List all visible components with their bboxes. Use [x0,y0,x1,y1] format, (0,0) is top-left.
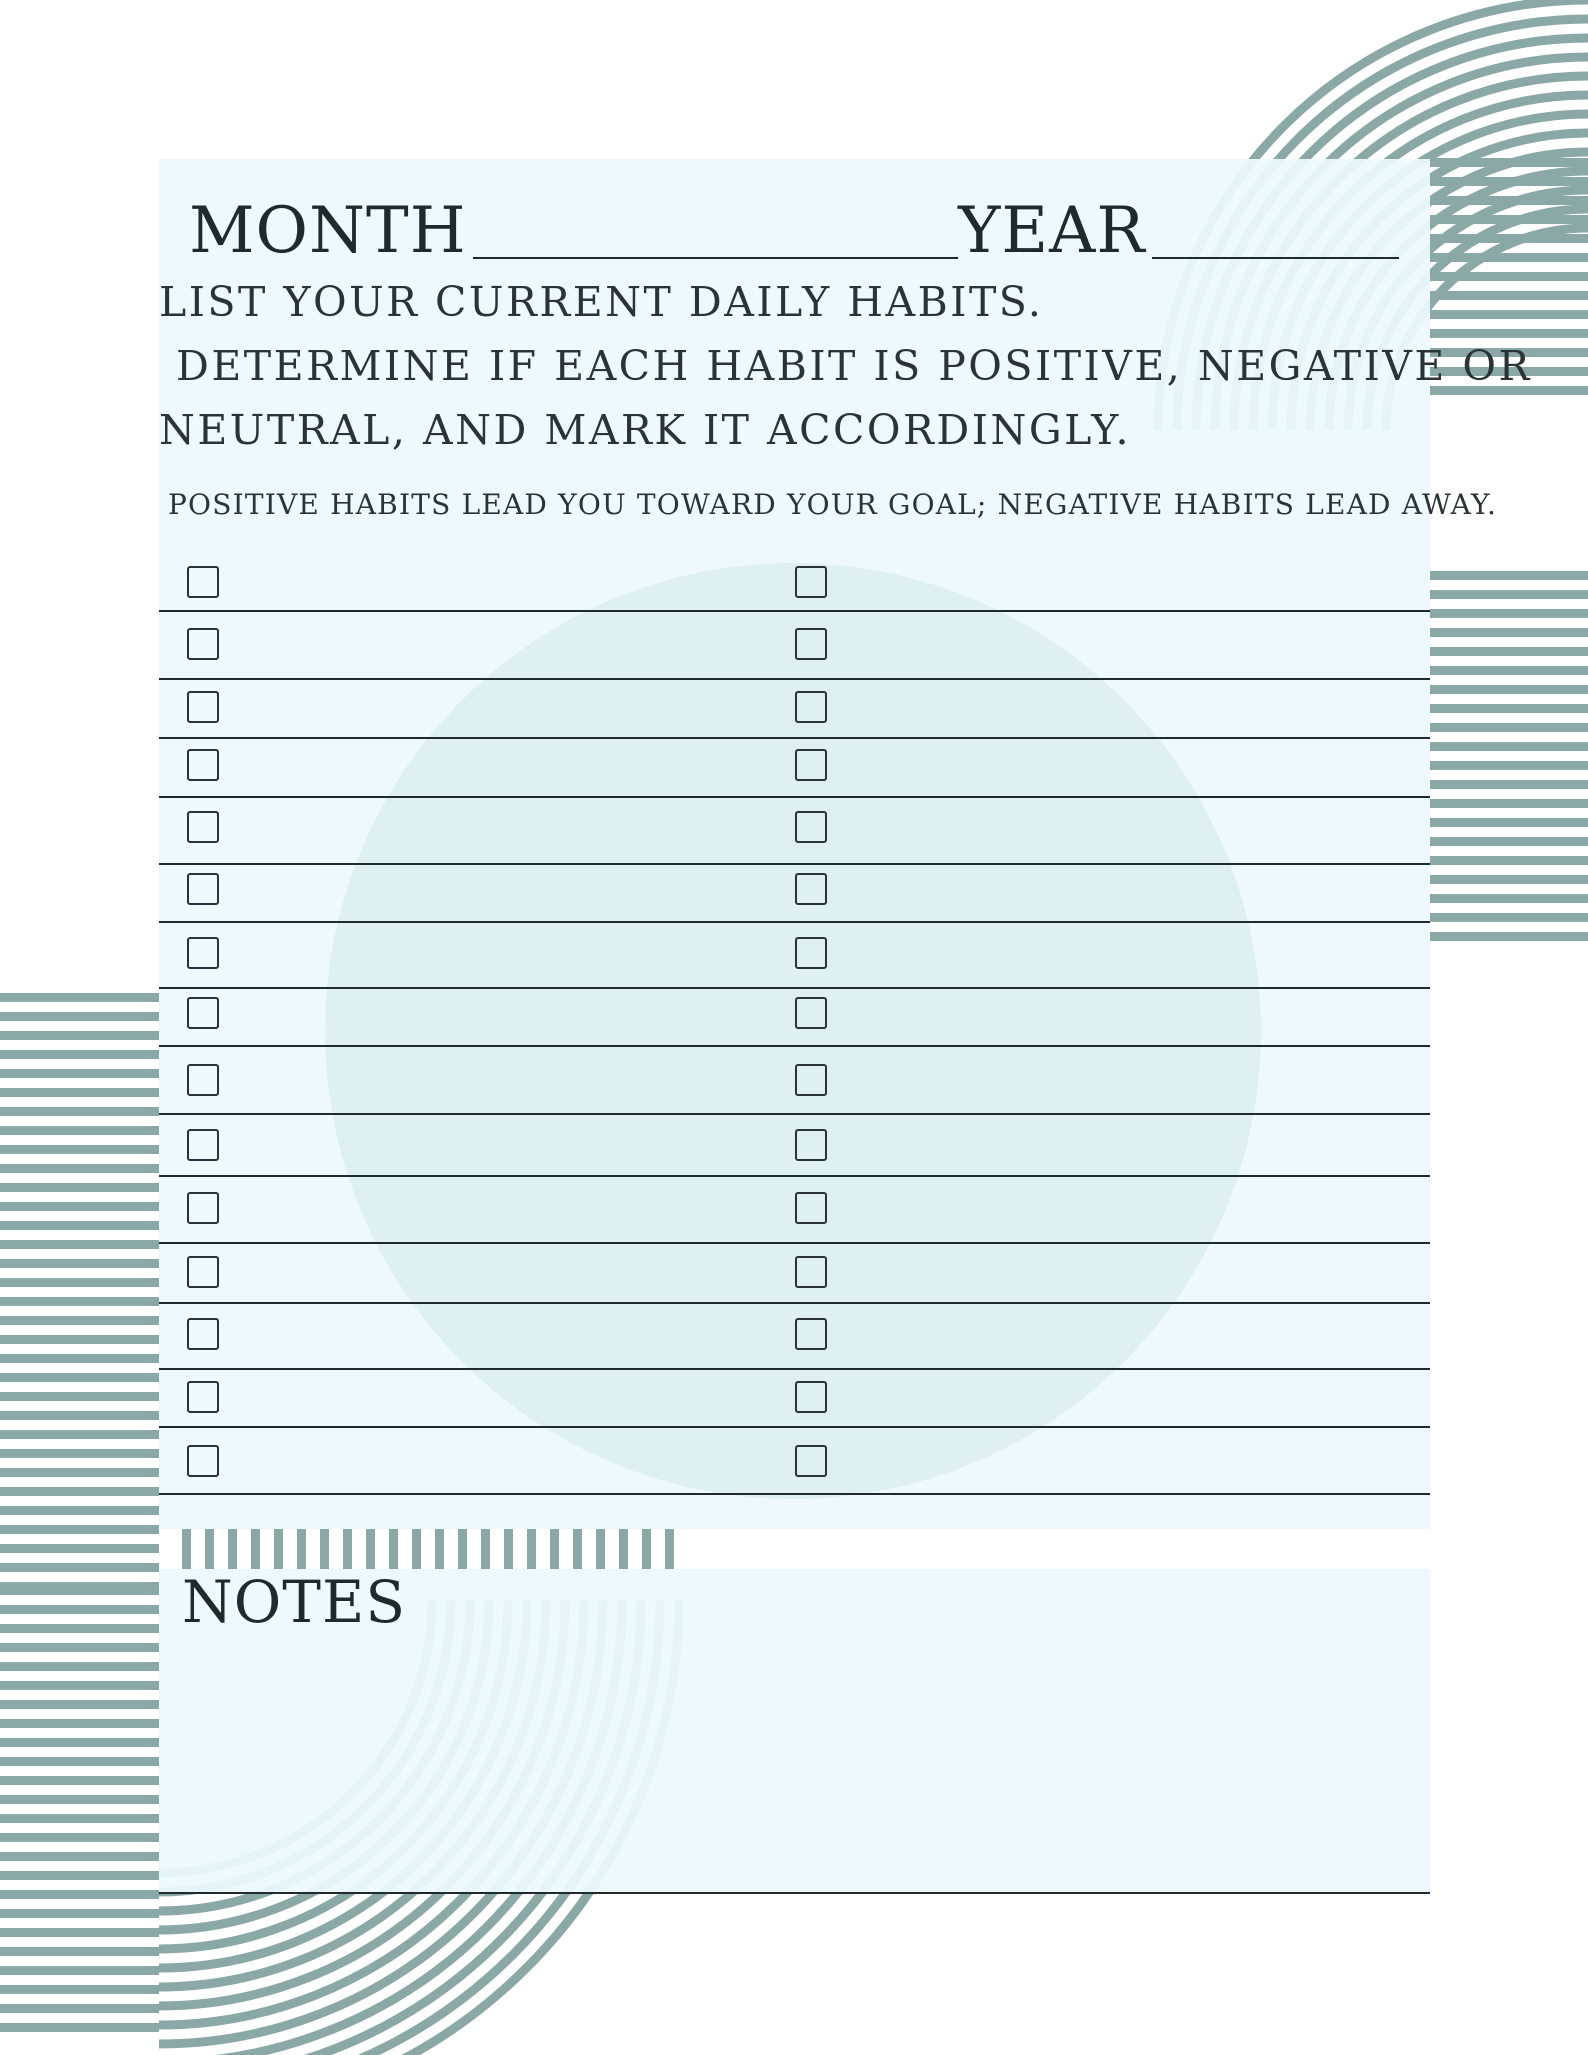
habit-row-line[interactable] [159,737,1430,739]
stripe [0,1624,159,1633]
stripe [0,1449,159,1458]
stripe [0,1126,159,1135]
stripe [1430,310,1588,319]
stripe [0,1966,159,1975]
stripe [619,1529,628,1569]
stripe [0,1947,159,1956]
stripe [1430,196,1588,205]
stripe [251,1529,260,1569]
stripe [0,1202,159,1211]
stripe [0,1278,159,1287]
stripe [0,1544,159,1553]
habit-row-line[interactable] [159,1302,1430,1304]
stripe [0,1468,159,1477]
stripe [0,1586,159,1595]
stripe [0,1909,159,1918]
habit-checkbox[interactable] [187,566,219,598]
stripe [1430,742,1588,751]
year-field[interactable] [1152,257,1399,259]
habit-checkbox[interactable] [187,873,219,905]
stripe [0,1392,159,1401]
instruction-line-3: NEUTRAL, AND MARK IT ACCORDINGLY. [159,406,1132,454]
stripe [0,1506,159,1515]
habit-checkbox[interactable] [187,1064,219,1096]
stripe [0,1833,159,1842]
stripe [0,1354,159,1363]
stripe [0,1164,159,1173]
stripe [1430,609,1588,618]
habit-checkbox[interactable] [795,566,827,598]
stripe [0,1563,159,1572]
stripe [1430,177,1588,186]
stripe [0,1525,159,1534]
stripe [1430,234,1588,243]
habit-checkbox[interactable] [795,937,827,969]
month-label: MONTH [189,194,467,268]
stripe [0,1316,159,1325]
stripe [0,1890,159,1899]
instruction-line-2: DETERMINE IF EACH HABIT IS POSITIVE, NEGATIVE OR [176,342,1532,390]
stripe [366,1529,375,1569]
habit-row-line[interactable] [159,610,1430,612]
stripe [0,1373,159,1382]
stripe [573,1529,582,1569]
habit-row-line[interactable] [159,921,1430,923]
habit-row-line[interactable] [159,1045,1430,1047]
stripe [1430,158,1588,167]
stripe [1430,761,1588,770]
habit-checkbox[interactable] [187,1129,219,1161]
habit-checkbox[interactable] [187,997,219,1029]
stripe [435,1529,444,1569]
stripe [1430,291,1588,300]
habit-row-line[interactable] [159,1113,1430,1115]
habit-checkbox[interactable] [795,997,827,1029]
stripe [0,1719,159,1728]
stripe [1430,856,1588,865]
stripe [320,1529,329,1569]
stripe [0,1662,159,1671]
stripe [0,1776,159,1785]
habit-checkbox[interactable] [795,1318,827,1350]
habit-row-line[interactable] [159,796,1430,798]
habit-checkbox[interactable] [187,1192,219,1224]
stripe [0,993,159,1002]
stripe [1430,723,1588,732]
stripe [0,1145,159,1154]
habit-row-line[interactable] [159,1242,1430,1244]
stripe [1430,628,1588,637]
stripe [0,1738,159,1747]
stripe [1430,647,1588,656]
stripe [1430,894,1588,903]
habit-checkbox[interactable] [795,1256,827,1288]
stripe [0,1297,159,1306]
stripe [205,1529,214,1569]
stripe [1430,253,1588,262]
stripe [0,1430,159,1439]
stripe [0,1795,159,1804]
habit-checkbox[interactable] [187,1445,219,1477]
stripe [0,1012,159,1021]
stripe [228,1529,237,1569]
habit-checkbox[interactable] [795,749,827,781]
stripe [0,1335,159,1344]
habit-row-line[interactable] [159,1368,1430,1370]
stripe [596,1529,605,1569]
stripe [0,1757,159,1766]
stripe [527,1529,536,1569]
stripe [642,1529,651,1569]
habit-checkbox[interactable] [795,811,827,843]
stripe [1430,215,1588,224]
stripe [297,1529,306,1569]
habit-checkbox[interactable] [795,628,827,660]
stripe [1430,818,1588,827]
habit-checkbox[interactable] [187,937,219,969]
habit-checkbox[interactable] [187,1318,219,1350]
stripe [0,1240,159,1249]
stripe [0,1700,159,1709]
stripe [412,1529,421,1569]
stripe [0,1411,159,1420]
stripe [0,1985,159,1994]
notes-bottom-line [159,1892,1430,1894]
stripe [0,1814,159,1823]
stripe [0,1069,159,1078]
year-label: YEAR [958,194,1146,268]
stripe [1430,329,1588,338]
stripe [1430,590,1588,599]
habit-checkbox[interactable] [795,1064,827,1096]
stripe [0,1221,159,1230]
stripe [0,1871,159,1880]
stripe [1430,666,1588,675]
habit-row-line[interactable] [159,1493,1430,1495]
stripe [1430,932,1588,941]
stripe [0,1107,159,1116]
stripe [1430,272,1588,281]
stripe [0,1681,159,1690]
stripe [343,1529,352,1569]
stripe [182,1529,191,1569]
stripe [0,1183,159,1192]
habit-row-line[interactable] [159,987,1430,989]
habit-checkbox[interactable] [795,691,827,723]
stripe [1430,571,1588,580]
stripe [458,1529,467,1569]
habit-checkbox[interactable] [187,691,219,723]
stripe [1430,685,1588,694]
stripe [1430,837,1588,846]
habit-row-line[interactable] [159,1175,1430,1177]
stripe [0,2023,159,2032]
stripe [0,1259,159,1268]
stripe [0,1050,159,1059]
stripe [274,1529,283,1569]
stripe [0,1928,159,1937]
habit-checkbox[interactable] [795,1445,827,1477]
stripe [0,1605,159,1614]
stripe [550,1529,559,1569]
habit-row-line[interactable] [159,678,1430,680]
habit-checkbox[interactable] [187,749,219,781]
stripe [0,1031,159,1040]
habit-checkbox[interactable] [795,873,827,905]
stripe [0,1852,159,1861]
instruction-line-1: LIST YOUR CURRENT DAILY HABITS. [159,278,1044,326]
stripe [0,1088,159,1097]
stripe [665,1529,674,1569]
stripe [1430,704,1588,713]
stripe [481,1529,490,1569]
stripe [1430,799,1588,808]
stripe [1430,913,1588,922]
habit-row-line[interactable] [159,1426,1430,1428]
month-field[interactable] [473,257,959,259]
stripe [389,1529,398,1569]
habit-checkbox[interactable] [187,1256,219,1288]
habit-checkbox[interactable] [187,628,219,660]
stripe [1430,780,1588,789]
habit-checkbox[interactable] [795,1192,827,1224]
habit-checkbox[interactable] [795,1129,827,1161]
habit-checkbox[interactable] [187,1381,219,1413]
stripe [0,1487,159,1496]
habit-checkbox[interactable] [795,1381,827,1413]
stripe [504,1529,513,1569]
habit-checkbox[interactable] [187,811,219,843]
month-year-header [189,183,1399,268]
notes-title: NOTES [182,1568,407,1636]
stripe [0,2004,159,2013]
stripe [1430,875,1588,884]
habit-row-line[interactable] [159,863,1430,865]
habits-tagline: POSITIVE HABITS LEAD YOU TOWARD YOUR GOAL; NEGATIVE HABITS LEAD AWAY. [168,488,1498,521]
stripe [0,1643,159,1652]
